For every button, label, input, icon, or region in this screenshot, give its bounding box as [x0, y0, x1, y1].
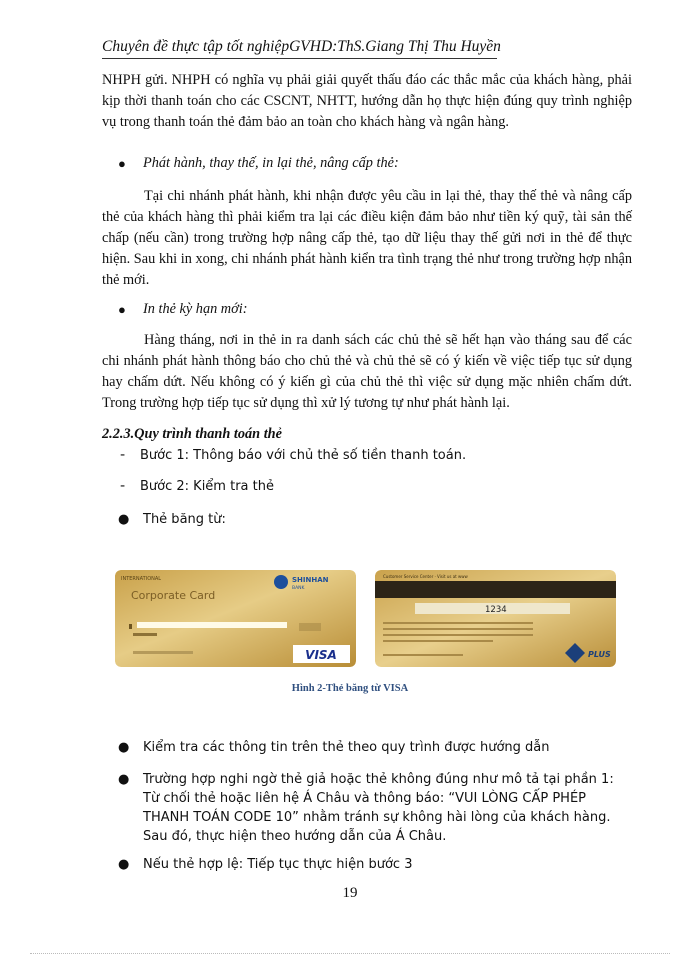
fineprint-line: [383, 640, 493, 642]
footer-divider: [30, 953, 670, 954]
check-text: Trường hợp nghi ngờ thẻ giả hoặc thẻ không đúng như mô tả tại phần 1: Từ chối thẻ hoặc liên hệ Á Châu và thông báo: “VUI LÒNG CẤP PHÉP THANH TOÁN CODE 10” nhằm tránh sự không hài lòng của khách hàng. Sau đó, thực hiện theo hướng dẫn của Á Châu.: [143, 772, 614, 844]
reissue-heading: Phát hành, thay thế, in lại thẻ, nâng cấp thẻ:: [143, 155, 399, 171]
card-front-image: [115, 570, 356, 667]
bank-sub: BANK: [292, 586, 305, 591]
fineprint-line: [383, 628, 533, 630]
bank-name: SHINHAN: [292, 576, 329, 584]
fineprint-line: [383, 634, 533, 636]
expiry-mark: [299, 623, 321, 631]
plus-logo-text: PLUS: [588, 650, 611, 659]
bullet-icon: ●: [118, 156, 126, 171]
bank-logo-icon: [274, 575, 288, 589]
card-number-strip: [137, 622, 287, 628]
card-detail-line: [133, 633, 157, 636]
card-front-graphic: [115, 570, 356, 667]
reissue-paragraph: [102, 186, 632, 291]
renewal-paragraph: [102, 330, 632, 414]
renewal-heading: In thẻ kỳ hạn mới:: [143, 301, 248, 317]
card-back-number: 1234: [485, 605, 507, 615]
card-network: INTERNATIONAL: [121, 576, 162, 582]
magstripe-label: Thẻ băng từ:: [143, 512, 226, 527]
cardholder-line: [133, 651, 193, 654]
card-title: Corporate Card: [131, 589, 216, 602]
fineprint-line: [383, 654, 463, 656]
page-number: 19: [342, 885, 358, 901]
bullet-icon: ●: [118, 512, 130, 527]
bullet-icon: ●: [118, 740, 130, 755]
bullet-icon: ●: [118, 772, 130, 787]
figure-caption: Hình 2-Thẻ băng từ VISA: [291, 683, 409, 694]
payment-heading: 2.2.3.Quy trình thanh toán thẻ: [102, 426, 282, 442]
reissue-text: Tại chi nhánh phát hành, khi nhận được yêu cầu in lại thẻ, thay thế thẻ và nâng cấp thẻ của khách hàng thì phải kiểm tra lại các điều kiện đảm bảo như tiền ký quỹ, tài sản thế chấp (nếu cần) trong trường hợp nâng cấp thẻ, tạo dữ liệu thay thế gửi nơi in thẻ để thực hiện. Sau khi in xong, chi nhánh phát hành kiển tra tình trạng thẻ như trong trường hợp nhận thẻ mới.: [102, 188, 632, 288]
renewal-text: Hàng tháng, nơi in thẻ in ra danh sách các chủ thẻ sẽ hết hạn vào tháng sau để các chi nhánh phát hành thông báo cho chủ thẻ và chủ thẻ sẽ có ý kiến về việc tiếp tục sử dụng hay chấm dứt. Nếu không có ý kiến gì của chủ thẻ thì việc sử dụng mặc nhiên chấm dứt. Trong trường hợp tiếp tục sử dụng thì xử lý tương tự như phát hành lại.: [102, 332, 632, 411]
bullet-icon: ●: [118, 302, 126, 317]
page-header: Chuyên đề thực tập tốt nghiệpGVHD:ThS.Giang Thị Thu Huyền: [102, 38, 497, 59]
chip-mark: [129, 624, 132, 629]
intro-text: NHPH gửi. NHPH có nghĩa vụ phải giải quyết thấu đáo các thắc mắc của khách hàng, phải kịp thời thanh toán cho các CSCNT, NHTT, hướng dẫn họ thực hiện đúng quy trình nghiệp vụ trong thanh toán thẻ đảm bảo an toàn cho khách hàng và ngân hàng.: [102, 72, 632, 130]
dash-marker: -: [120, 478, 126, 494]
step-1-text: Bước 1: Thông báo với chủ thẻ số tiền thanh toán.: [140, 448, 467, 463]
bullet-icon: ●: [118, 857, 130, 872]
card-back-image: [375, 570, 616, 667]
fineprint-line: [383, 622, 533, 624]
intro-paragraph: [102, 70, 632, 133]
dash-marker: -: [120, 447, 126, 463]
back-info-text: Customer Service Center · Visit us at www: [383, 574, 468, 579]
card-back-graphic: [375, 570, 616, 667]
magnetic-stripe: [375, 581, 616, 598]
check-text: Kiểm tra các thông tin trên thẻ theo quy trình được hướng dẫn: [143, 740, 550, 755]
check-text: Nếu thẻ hợp lệ: Tiếp tục thực hiện bước 3: [143, 857, 413, 872]
visa-logo: VISA: [305, 648, 337, 662]
step-2-text: Bước 2: Kiểm tra thẻ: [140, 479, 274, 494]
